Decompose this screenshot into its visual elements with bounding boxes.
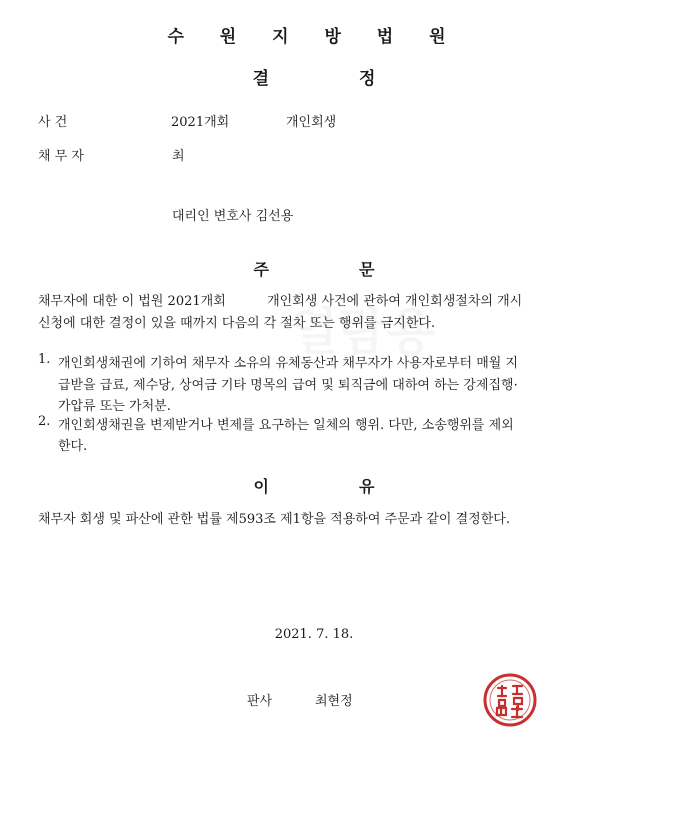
order-item-2-num: 2. (38, 414, 51, 429)
court-name: 수 원 지 방 법 원 (167, 27, 461, 47)
order-item-1-line3: 가압류 또는 가처분. (58, 399, 171, 414)
order-intro-line2: 신청에 대한 결정이 있을 때까지 다음의 각 절차 또는 행위를 금지한다. (38, 316, 436, 331)
document-title (0, 64, 628, 89)
reason-text: 채무자 회생 및 파산에 관한 법률 제593조 제1항을 적용하여 주문과 같이 결정한다. (38, 512, 510, 527)
case-label (38, 111, 118, 130)
order-intro-line1: 채무자에 대한 이 법원 2021개회 개인회생 사건에 관하여 개인회생절차의 개시 (38, 294, 523, 309)
case-type: 개인회생 (286, 115, 337, 130)
order-heading (0, 257, 628, 280)
reason-heading-right: 유 (359, 477, 375, 496)
reason-heading-left: 이 (253, 477, 269, 496)
judge-title: 판사 (247, 694, 273, 709)
case-label-text: 사 건 (38, 115, 68, 130)
order-item-1-line2: 급받을 급료, 제수당, 상여금 기타 명목의 급여 및 퇴직금에 대하여 하는 강제집행· (58, 378, 518, 393)
document-title-left: 결 (252, 69, 269, 89)
agent: 대리인 변호사 김선용 (172, 209, 294, 224)
order-item-1-line1: 개인회생채권에 기하여 채무자 소유의 유체동산과 채무자가 사용자로부터 매월 지 (58, 356, 519, 371)
reason-heading (0, 474, 628, 497)
order-heading-left: 주 (253, 260, 269, 279)
order-item-2-line1: 개인회생채권을 변제받거나 변제를 요구하는 일체의 행위. 다만, 소송행위를 제외 (58, 418, 514, 433)
order-item-1-num: 1. (38, 352, 51, 367)
debtor-name: 최 (172, 149, 185, 164)
document-title-right: 정 (359, 69, 376, 89)
decision-date: 2021. 7. 18. (274, 627, 354, 642)
judge-seal-icon (482, 672, 538, 728)
order-item-2-line2: 한다. (58, 439, 88, 454)
order-heading-right: 문 (359, 260, 375, 279)
case-number: 2021개회 (171, 115, 230, 130)
debtor-label: 채 무 자 (38, 149, 84, 164)
judge-name: 최현정 (315, 694, 353, 709)
